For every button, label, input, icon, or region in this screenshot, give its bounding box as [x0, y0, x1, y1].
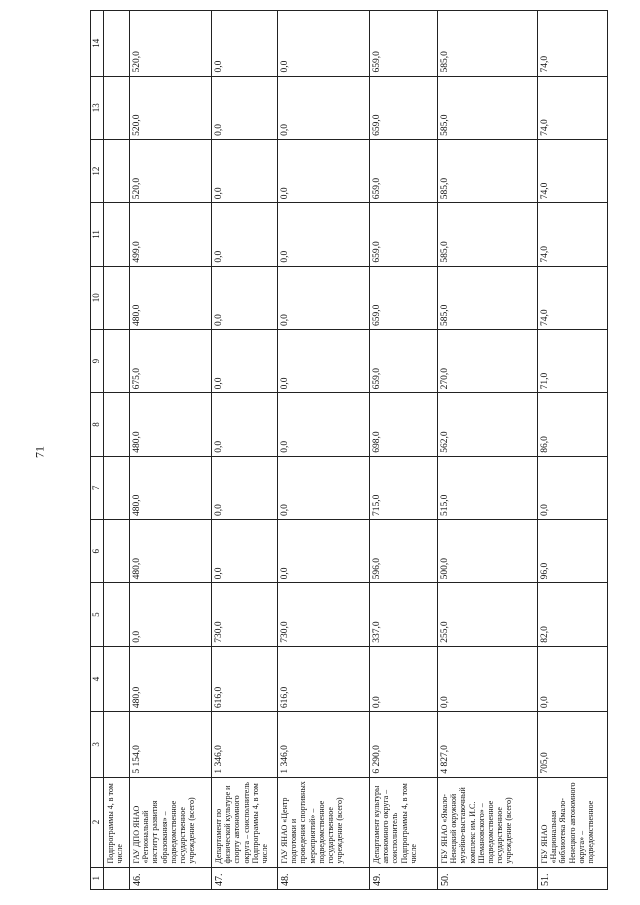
- value-cell: 0,0: [278, 139, 370, 202]
- value-cell: 562,0: [438, 393, 538, 456]
- value-cell: [104, 456, 130, 519]
- header-cell: 5: [91, 583, 104, 646]
- value-cell: 500,0: [438, 520, 538, 583]
- value-cell: [104, 712, 130, 777]
- row-number: 50.: [438, 867, 538, 889]
- value-cell: 585,0: [438, 76, 538, 139]
- value-cell: 480,0: [130, 646, 212, 711]
- value-cell: [104, 393, 130, 456]
- row-name: ГАУ ЯНАО «Центр подготовки и проведения спортивных мероприятий» – подведомственное государственное учреждение (всего): [278, 777, 370, 867]
- row-name: Департамент по физической культуре и спорту автономного округа – соисполнитель Подпрограммы 4, в том числе: [212, 777, 278, 867]
- value-cell: 0,0: [212, 203, 278, 266]
- row-name: ГАУ ДПО ЯНАО «Региональный институт развития образования» – подведомственное государственное учреждение (всего): [130, 777, 212, 867]
- header-cell: 7: [91, 456, 104, 519]
- value-cell: 0,0: [212, 393, 278, 456]
- row-name: Департамент культуры автономного округа – соисполнитель Подпрограммы 4, в том числе: [370, 777, 438, 867]
- value-cell: 705,0: [538, 712, 608, 777]
- value-cell: 515,0: [438, 456, 538, 519]
- value-cell: 0,0: [212, 76, 278, 139]
- value-cell: 698,0: [370, 393, 438, 456]
- row-number: [104, 867, 130, 889]
- value-cell: 659,0: [370, 139, 438, 202]
- value-cell: [104, 203, 130, 266]
- row-name: Подпрограммы 4, в том числе: [104, 777, 130, 867]
- value-cell: [104, 266, 130, 329]
- value-cell: 0,0: [278, 393, 370, 456]
- value-cell: 82,0: [538, 583, 608, 646]
- row-number: 48.: [278, 867, 370, 889]
- table-row: [212, 11, 278, 890]
- header-cell: 13: [91, 76, 104, 139]
- value-cell: [104, 646, 130, 711]
- value-cell: [104, 329, 130, 392]
- value-cell: 0,0: [438, 646, 538, 711]
- header-cell: 3: [91, 712, 104, 777]
- header-row: [91, 11, 104, 890]
- value-cell: 74,0: [538, 266, 608, 329]
- value-cell: 1 346,0: [212, 712, 278, 777]
- value-cell: 585,0: [438, 11, 538, 77]
- value-cell: 4 827,0: [438, 712, 538, 777]
- value-cell: 520,0: [130, 139, 212, 202]
- value-cell: 0,0: [278, 329, 370, 392]
- value-cell: [104, 583, 130, 646]
- header-cell: 2: [91, 777, 104, 867]
- value-cell: [104, 11, 130, 77]
- value-cell: 659,0: [370, 76, 438, 139]
- table-row: [438, 11, 538, 890]
- value-cell: 0,0: [212, 266, 278, 329]
- value-cell: 585,0: [438, 266, 538, 329]
- row-number: 51.: [538, 867, 608, 889]
- value-cell: 616,0: [278, 646, 370, 711]
- value-cell: 730,0: [212, 583, 278, 646]
- value-cell: 5 154,0: [130, 712, 212, 777]
- row-name: ГБУ ЯНАО «Национальная библиотека Ямало-Ненецкого автономного округа» – подведомственное: [538, 777, 608, 867]
- page-number: 71: [32, 446, 47, 458]
- row-number: 47.: [212, 867, 278, 889]
- value-cell: 715,0: [370, 456, 438, 519]
- value-cell: 659,0: [370, 203, 438, 266]
- value-cell: 74,0: [538, 11, 608, 77]
- value-cell: 0,0: [212, 456, 278, 519]
- value-cell: 6 290,0: [370, 712, 438, 777]
- header-cell: 11: [91, 203, 104, 266]
- value-cell: 0,0: [212, 11, 278, 77]
- value-cell: 0,0: [538, 456, 608, 519]
- value-cell: 0,0: [538, 646, 608, 711]
- value-cell: 0,0: [212, 139, 278, 202]
- value-cell: 0,0: [278, 203, 370, 266]
- value-cell: 0,0: [278, 520, 370, 583]
- value-cell: 0,0: [278, 456, 370, 519]
- value-cell: 71,0: [538, 329, 608, 392]
- header-cell: 14: [91, 11, 104, 77]
- value-cell: 0,0: [278, 76, 370, 139]
- value-cell: 659,0: [370, 329, 438, 392]
- value-cell: 74,0: [538, 203, 608, 266]
- row-name: ГБУ ЯНАО «Ямало-Ненецкий окружной музейно-выставочный комплекс им. И.С. Шемановского» – подведомственное государственное учреждение (всего): [438, 777, 538, 867]
- value-cell: 659,0: [370, 266, 438, 329]
- row-number: 46.: [130, 867, 212, 889]
- value-cell: [104, 76, 130, 139]
- header-cell: 1: [91, 867, 104, 889]
- value-cell: 520,0: [130, 11, 212, 77]
- value-cell: [104, 520, 130, 583]
- value-cell: 86,0: [538, 393, 608, 456]
- value-cell: 0,0: [212, 329, 278, 392]
- value-cell: 0,0: [278, 266, 370, 329]
- value-cell: 0,0: [370, 646, 438, 711]
- table-row: [278, 11, 370, 890]
- value-cell: 675,0: [130, 329, 212, 392]
- header-cell: 8: [91, 393, 104, 456]
- table-row: [538, 11, 608, 890]
- value-cell: 659,0: [370, 11, 438, 77]
- value-cell: 74,0: [538, 139, 608, 202]
- value-cell: 480,0: [130, 266, 212, 329]
- value-cell: 96,0: [538, 520, 608, 583]
- rotated-table-container: [90, 10, 610, 890]
- row-number: 49.: [370, 867, 438, 889]
- value-cell: 0,0: [130, 583, 212, 646]
- value-cell: 337,0: [370, 583, 438, 646]
- value-cell: 0,0: [278, 11, 370, 77]
- value-cell: 255,0: [438, 583, 538, 646]
- value-cell: 0,0: [212, 520, 278, 583]
- value-cell: 520,0: [130, 76, 212, 139]
- value-cell: 1 346,0: [278, 712, 370, 777]
- header-cell: 12: [91, 139, 104, 202]
- table-row: [130, 11, 212, 890]
- value-cell: 499,0: [130, 203, 212, 266]
- value-cell: 480,0: [130, 456, 212, 519]
- table-row: [370, 11, 438, 890]
- budget-table: [90, 10, 608, 890]
- value-cell: 74,0: [538, 76, 608, 139]
- header-cell: 6: [91, 520, 104, 583]
- header-cell: 4: [91, 646, 104, 711]
- value-cell: 585,0: [438, 203, 538, 266]
- header-cell: 9: [91, 329, 104, 392]
- value-cell: 596,0: [370, 520, 438, 583]
- value-cell: 730,0: [278, 583, 370, 646]
- value-cell: 480,0: [130, 393, 212, 456]
- value-cell: 480,0: [130, 520, 212, 583]
- header-cell: 10: [91, 266, 104, 329]
- value-cell: 616,0: [212, 646, 278, 711]
- value-cell: 270,0: [438, 329, 538, 392]
- table-row: [104, 11, 130, 890]
- value-cell: [104, 139, 130, 202]
- value-cell: 585,0: [438, 139, 538, 202]
